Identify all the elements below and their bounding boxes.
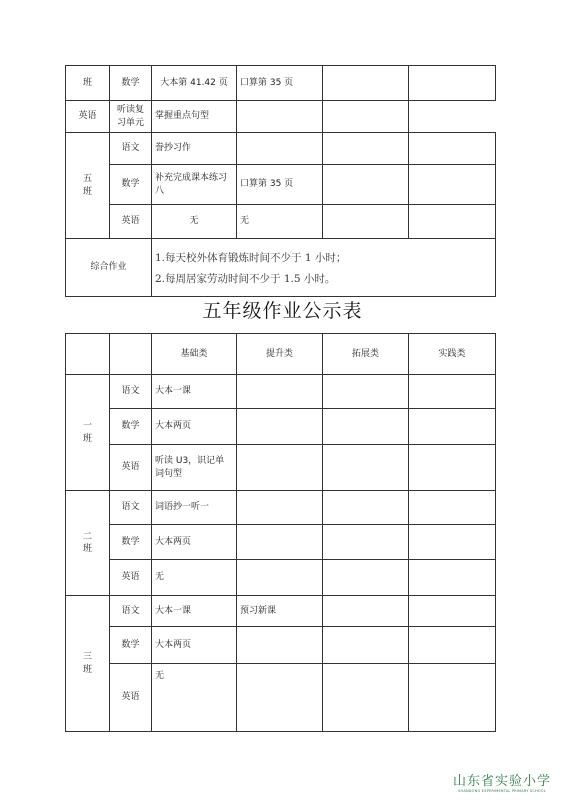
- practice-cell: [409, 165, 496, 205]
- basic-cell: 大本两页: [152, 409, 237, 445]
- basic-cell: 大本两页: [152, 627, 237, 664]
- subject-cell: 英语: [110, 560, 152, 596]
- class-name-cell: 二 班: [66, 491, 110, 596]
- table-row: [66, 491, 496, 525]
- improve-cell: 无: [237, 205, 323, 239]
- extend-cell: [323, 165, 409, 205]
- basic-cell: 无: [152, 664, 237, 732]
- grade-five-homework-table: [65, 333, 496, 732]
- class-name-cell: 一 班: [66, 375, 110, 491]
- subject-cell: 语文: [110, 596, 152, 627]
- general-homework-content: [152, 239, 496, 297]
- basic-cell: 听读 U3，识记单词句型: [152, 445, 237, 491]
- improve-cell: 预习新课: [237, 596, 323, 627]
- class-name-cell: 五 班: [66, 133, 110, 239]
- basic-cell: 补充完成课本练习八: [152, 165, 237, 205]
- header-basic: 基础类: [152, 334, 237, 375]
- subject-cell: 英语: [66, 101, 110, 133]
- basic-cell: 誊抄习作: [152, 133, 237, 165]
- practice-cell: [409, 491, 496, 525]
- improve-cell: [237, 627, 323, 664]
- school-logo-name: 山东省实验小学: [452, 774, 551, 789]
- extend-cell: [323, 525, 409, 560]
- table-row: [66, 165, 496, 205]
- table-row: [66, 596, 496, 627]
- class-name-cell: 三 班: [66, 596, 110, 732]
- extend-cell: [323, 445, 409, 491]
- practice-cell: [409, 205, 496, 239]
- header-improve: 提升类: [237, 334, 323, 375]
- table-row: [66, 560, 496, 596]
- practice-cell: [409, 560, 496, 596]
- improve-cell: [237, 525, 323, 560]
- extend-cell: [323, 133, 409, 165]
- basic-cell: 无: [152, 205, 237, 239]
- table-row: [66, 525, 496, 560]
- table-row: [66, 409, 496, 445]
- extend-cell: [323, 596, 409, 627]
- extend-cell: [323, 409, 409, 445]
- extend-cell: [237, 101, 323, 133]
- header-extend: 拓展类: [323, 334, 409, 375]
- extend-cell: [323, 66, 409, 101]
- subject-cell: 语文: [110, 133, 152, 165]
- header-cell: [110, 334, 152, 375]
- practice-cell: [323, 101, 409, 133]
- basic-cell: 大本第 41.42 页: [152, 66, 237, 101]
- table-row: [66, 66, 496, 101]
- extend-cell: [323, 627, 409, 664]
- table-row: [66, 101, 496, 133]
- practice-cell: [409, 596, 496, 627]
- subject-cell: 英语: [110, 445, 152, 491]
- improve-cell: [237, 375, 323, 409]
- general-homework-label: 综合作业: [66, 239, 152, 297]
- school-logo-english: SHANDONG EXPERIMENTAL PRIMARY SCHOOL: [458, 789, 546, 793]
- header-practice: 实践类: [409, 334, 496, 375]
- practice-cell: [409, 66, 496, 101]
- table-row: [66, 445, 496, 491]
- improve-cell: [237, 560, 323, 596]
- practice-cell: [409, 409, 496, 445]
- practice-cell: [409, 664, 496, 732]
- improve-cell: [237, 409, 323, 445]
- subject-cell: 语文: [110, 491, 152, 525]
- basic-cell: 词语抄一听一: [152, 491, 237, 525]
- basic-cell: 听读复习单元: [110, 101, 152, 133]
- basic-cell: 无: [152, 560, 237, 596]
- practice-cell: [409, 133, 496, 165]
- basic-cell: 大本一课: [152, 596, 237, 627]
- subject-cell: 英语: [110, 664, 152, 732]
- subject-cell: 数学: [110, 66, 152, 101]
- practice-cell: [409, 375, 496, 409]
- improve-cell: 口算第 35 页: [237, 66, 323, 101]
- table-row: [66, 375, 496, 409]
- table-row: [66, 133, 496, 165]
- header-row: [66, 334, 496, 375]
- table-row: [66, 664, 496, 732]
- subject-cell: 英语: [110, 205, 152, 239]
- class-name-cell: 班: [66, 66, 110, 101]
- extend-cell: [323, 664, 409, 732]
- school-logo: [453, 770, 551, 793]
- practice-cell: [409, 445, 496, 491]
- extend-cell: [323, 205, 409, 239]
- general-homework-line-2: 2.每周居家劳动时间不少于 1.5 小时。: [155, 272, 336, 285]
- general-homework-row: [66, 239, 496, 297]
- extend-cell: [323, 560, 409, 596]
- subject-cell: 数学: [110, 525, 152, 560]
- table-row: [66, 205, 496, 239]
- improve-cell: 掌握重点句型: [152, 101, 237, 133]
- improve-cell: 口算第 35 页: [237, 165, 323, 205]
- basic-cell: 大本两页: [152, 525, 237, 560]
- improve-cell: [237, 664, 323, 732]
- subject-cell: 语文: [110, 375, 152, 409]
- subject-cell: 数学: [110, 165, 152, 205]
- improve-cell: [237, 491, 323, 525]
- extend-cell: [323, 375, 409, 409]
- practice-cell: [409, 627, 496, 664]
- table-row: [66, 627, 496, 664]
- subject-cell: 数学: [110, 409, 152, 445]
- improve-cell: [237, 445, 323, 491]
- basic-cell: 大本一课: [152, 375, 237, 409]
- page-title: 五年级作业公示表: [202, 300, 363, 322]
- header-cell: [66, 334, 110, 375]
- general-homework-line-1: 1.每天校外体育锻炼时间不少于 1 小时；: [155, 252, 347, 265]
- practice-cell: [409, 525, 496, 560]
- improve-cell: [237, 133, 323, 165]
- extend-cell: [323, 491, 409, 525]
- top-homework-table: [65, 65, 496, 297]
- subject-cell: 数学: [110, 627, 152, 664]
